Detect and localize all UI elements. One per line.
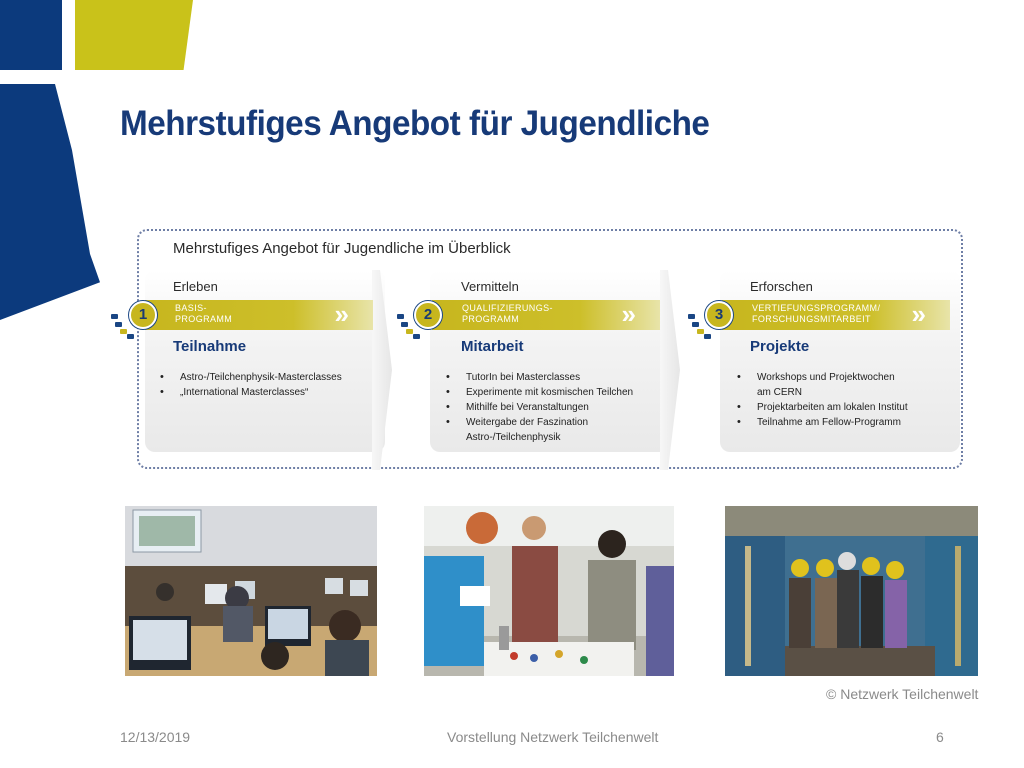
double-chevron-icon: » <box>621 299 630 329</box>
stage-label-2: Vermitteln <box>461 279 519 294</box>
step-title-2: Mitarbeit <box>461 338 524 355</box>
program-band-2 <box>432 300 660 330</box>
list-item: • Mithilfe bei Veranstaltungen <box>444 400 633 415</box>
double-chevron-icon: » <box>911 299 920 329</box>
step-number: 2 <box>423 306 433 323</box>
step-bullets-3 <box>735 370 908 430</box>
step-number-badge-3 <box>705 301 733 329</box>
logo-blue-swoosh <box>0 84 100 320</box>
computer-lab-photo <box>125 506 377 676</box>
step-title-3: Projekte <box>750 338 810 355</box>
program-band-label: VERTIEFUNGSPROGRAMM/ FORSCHUNGSMITARBEIT <box>752 303 881 324</box>
step-number-badge-2 <box>414 301 442 329</box>
list-item: • Teilnahme am Fellow-Programm <box>735 415 908 430</box>
experiment-workshop-photo <box>424 506 674 676</box>
logo-yellow-block <box>75 0 193 70</box>
page-number: 6 <box>936 729 944 745</box>
list-item: • Projektarbeiten am lokalen Institut <box>735 400 908 415</box>
list-item: • „International Masterclasses“ <box>158 385 342 400</box>
program-band-label: BASIS- PROGRAMM <box>175 303 233 324</box>
footer-date: 12/13/2019 <box>120 729 191 745</box>
logo-blue-block <box>0 0 62 70</box>
list-item: • Astro-/Teilchenphysik-Masterclasses <box>158 370 342 385</box>
program-band-1 <box>145 300 373 330</box>
list-item: • Weitergabe der Faszination Astro-/Teilchenphysik <box>444 415 633 445</box>
step-number: 3 <box>714 306 724 323</box>
list-item: • TutorIn bei Masterclasses <box>444 370 633 385</box>
cern-visit-photo <box>725 506 978 676</box>
step-card-1 <box>145 270 385 452</box>
program-band-3 <box>722 300 950 330</box>
step-title-1: Teilnahme <box>173 338 247 355</box>
list-item: • Workshops und Projektwochen am CERN <box>735 370 908 400</box>
double-chevron-icon: » <box>334 299 343 329</box>
slide-title: Mehrstufiges Angebot für Jugendliche <box>120 104 710 143</box>
step-bullets-1 <box>158 370 342 400</box>
step-number: 1 <box>138 306 148 323</box>
stage-label-3: Erforschen <box>750 279 813 294</box>
step-bullets-2 <box>444 370 633 445</box>
list-item: • Experimente mit kosmischen Teilchen <box>444 385 633 400</box>
step-number-badge-1 <box>129 301 157 329</box>
overview-heading: Mehrstufiges Angebot für Jugendliche im Überblick <box>173 240 511 257</box>
stage-label-1: Erleben <box>173 279 218 294</box>
photo-copyright: © Netzwerk Teilchenwelt <box>826 686 979 702</box>
footer-title: Vorstellung Netzwerk Teilchenwelt <box>447 729 659 745</box>
program-band-label: QUALIFIZIERUNGS- PROGRAMM <box>462 303 553 324</box>
